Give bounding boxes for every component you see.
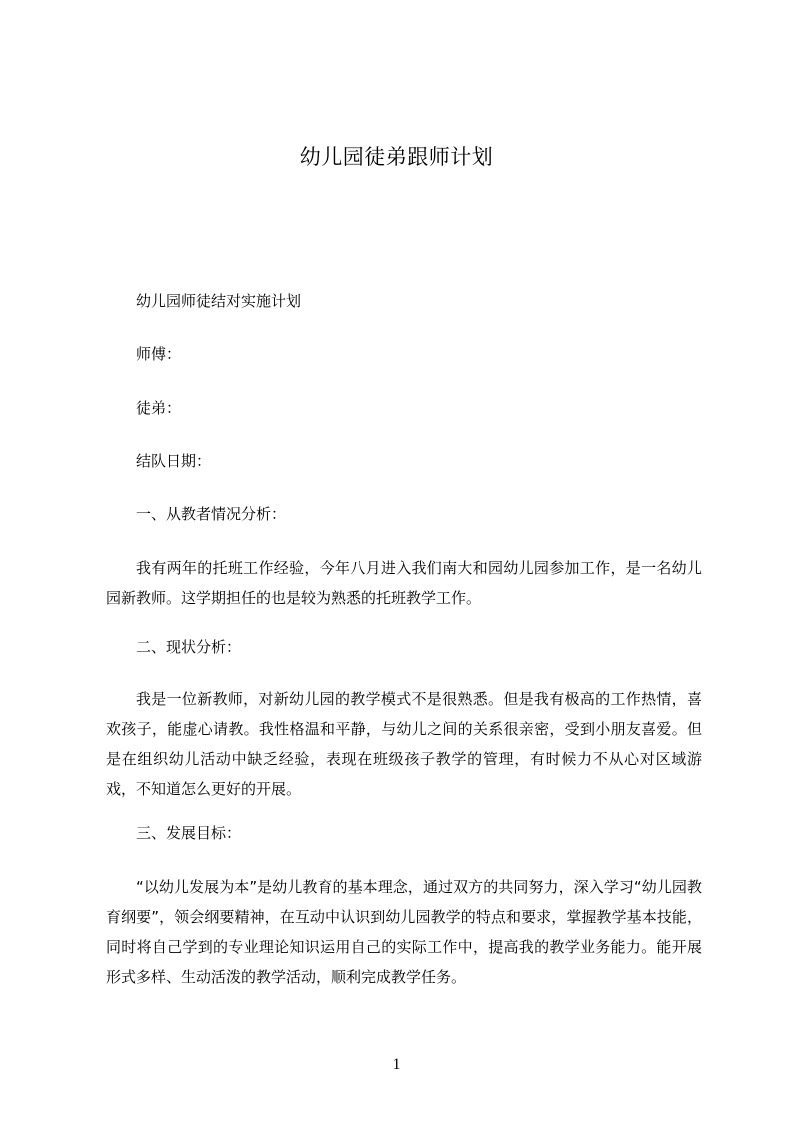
section-heading-3: 三、发展目标： <box>136 824 242 842</box>
section-body-2: 我是一位新教师，对新幼儿园的教学模式不是很熟悉。但是我有极高的工作热情，喜欢孩子，能虚心请教。我性格温和平静，与幼儿之间的关系很亲密，受到小朋友喜爱。但是在组织幼儿活动中缺乏经验，表现在班级孩子教学的管理，有时候力不从心对区域游戏，不知道怎么更好的开展。 <box>106 690 702 798</box>
master-field-label: 师傅： <box>136 345 182 363</box>
page-number: 1 <box>392 1056 401 1073</box>
section-body-3: “以幼儿发展为本”是幼儿教育的基本理念，通过双方的共同努力，深入学习“幼儿园教育纲要”，领会纲要精神，在互动中认识到幼儿园教学的特点和要求，掌握教学基本技能，同时将自己学到的专业理论知识运用自己的实际工作中，提高我的教学业务能力。能开展形式多样、生动活泼的教学活动，顺利完成教学任务。 <box>106 878 702 986</box>
document-subtitle: 幼儿园师徒结对实施计划 <box>136 292 302 310</box>
document-title: 幼儿园徒弟跟师计划 <box>299 145 494 169</box>
section-heading-2: 二、现状分析： <box>136 638 242 656</box>
section-body-1: 我有两年的托班工作经验，今年八月进入我们南大和园幼儿园参加工作，是一名幼儿园新教师。这学期担任的也是较为熟悉的托班教学工作。 <box>106 559 702 607</box>
date-field-label: 结队日期： <box>136 452 212 470</box>
section-heading-1: 一、从教者情况分析： <box>136 505 287 523</box>
apprentice-field-label: 徒弟： <box>136 399 182 417</box>
